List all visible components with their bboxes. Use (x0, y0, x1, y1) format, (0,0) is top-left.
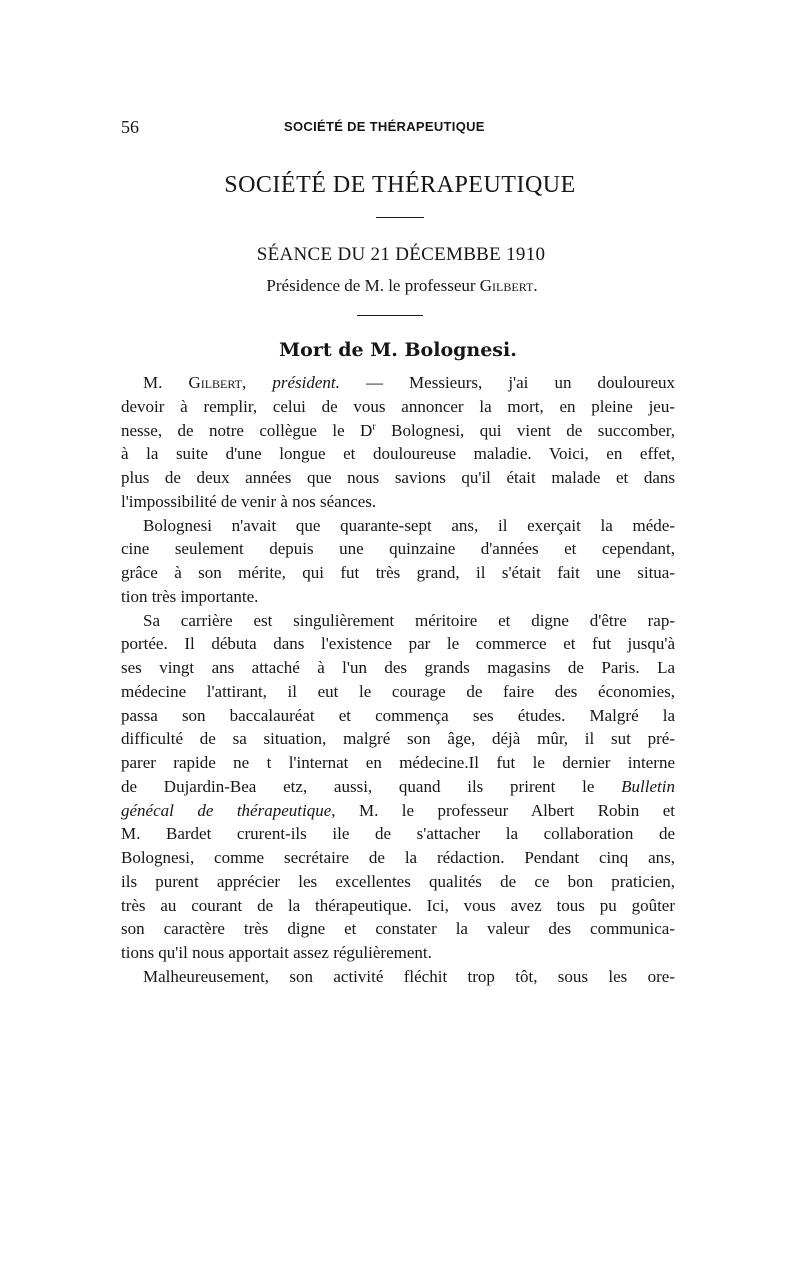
text-segment: nesse, de notre collègue le D (121, 420, 373, 440)
text-line: passa son baccalauréat et commença ses études. Malgré la (121, 705, 675, 725)
italic-title: Bulletin (621, 776, 675, 796)
text-line (121, 775, 675, 799)
presidence-name: Gilbert (479, 276, 534, 295)
page-number: 56 (121, 117, 139, 137)
speaker-separator: , (242, 373, 273, 392)
text-line: devoir à remplir, celui de vous annoncer la mort, en pleine jeu- (121, 396, 675, 416)
text-segment: de Dujardin-Bea etz, aussi, quand ils prirent le (121, 776, 622, 796)
text-line: grâce à son mérite, qui fut très grand, il s'était fait une situa- (121, 563, 675, 582)
text-line (121, 799, 675, 823)
text-line: cine seulement depuis une quinzaine d'années et cependant, (121, 539, 675, 559)
text-line: à la suite d'une longue et douloureuse maladie. Voici, en effet, (121, 444, 675, 464)
text-line (121, 419, 675, 443)
text-line: plus de deux années que nous savions qu'il était malade et dans (121, 468, 675, 487)
text-line: Bolognesi n'avait que quarante-sept ans, il exerçait la méde- (143, 515, 675, 535)
italic-title: génécal de thérapeutique (121, 800, 332, 820)
text-line: ses vingt ans attaché à l'un des grands magasins de Paris. La (121, 658, 675, 677)
text-line: l'impossibilité de venir à nos séances. (121, 491, 377, 511)
article-body (121, 371, 675, 989)
title-divider (376, 217, 424, 218)
speaker-prefix: M. (143, 373, 189, 392)
text-line (121, 371, 675, 395)
text-line: Sa carrière est singulièrement méritoire et digne d'être rap- (143, 610, 675, 630)
running-title: SOCIÉTÉ DE THÉRAPEUTIQUE (284, 119, 485, 134)
text-line: tions qu'il nous apportait assez régulièrement. (121, 943, 432, 962)
section-divider (357, 315, 423, 316)
text-line: difficulté de sa situation, malgré son âge, déjà mûr, il sut pré- (121, 729, 675, 749)
presidence-line (0, 276, 800, 296)
main-title: SOCIÉTÉ DE THÉRAPEUTIQUE (224, 172, 576, 198)
text-line: médecine l'attirant, il eut le courage de faire des économies, (121, 681, 675, 701)
superscript: r (372, 420, 376, 432)
text-line: ils purent apprécier les excellentes qualités de ce bon praticien, (121, 871, 675, 891)
presidence-prefix: Présidence de M. le professeur (266, 276, 480, 295)
speaker-name: Gilbert (188, 373, 243, 392)
running-head (121, 117, 681, 141)
speaker-role: président. (272, 373, 340, 392)
text-line: son caractère très digne et constater la valeur des communica- (121, 919, 675, 939)
text-line: Bolognesi, comme secrétaire de la rédaction. Pendant cinq ans, (121, 848, 675, 867)
presidence-suffix: . (533, 276, 538, 295)
section-title: Mort de M. Bolognesi. (279, 339, 517, 361)
text-line: portée. Il débuta dans l'existence par le commerce et fut jusqu'à (121, 634, 675, 654)
text-segment: Bolognesi, qui vient de succomber, (375, 420, 675, 440)
text-line: parer rapide ne t l'internat en médecine.Il fut le dernier interne (121, 753, 675, 772)
text-segment: , M. le professeur Albert Robin et (331, 800, 676, 820)
session-date: SÉANCE DU 21 DÉCEMBBE 1910 (256, 244, 546, 265)
text-line: tion très importante. (121, 586, 259, 606)
text-segment: — Messieurs, j'ai un douloureux (339, 373, 675, 392)
text-line: très au courant de la thérapeutique. Ici, vous avez tous pu goûter (121, 895, 675, 915)
text-line: M. Bardet crurent-ils ile de s'attacher la collaboration de (121, 824, 675, 844)
text-line: Malheureusement, son activité fléchit trop tôt, sous les ore- (143, 966, 675, 986)
